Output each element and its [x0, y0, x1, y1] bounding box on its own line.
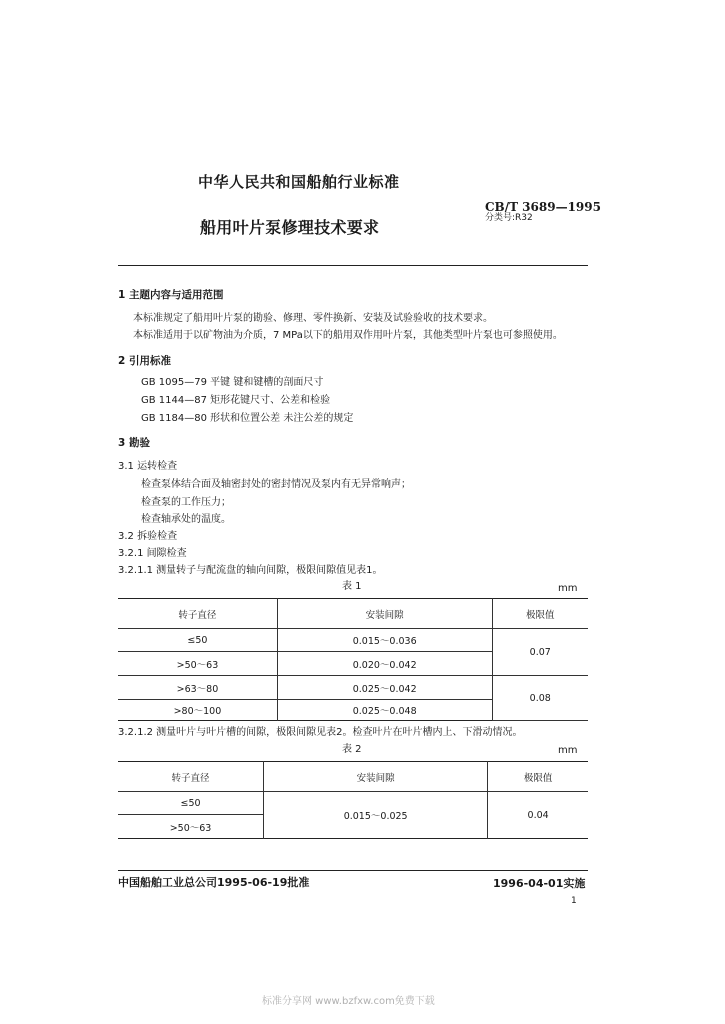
- document-title: 船用叶片泵修理技术要求: [200, 218, 380, 237]
- section-1-paragraph-1: 本标准规定了船用叶片泵的勘验、修理、零件换新、安装及试验验收的技术要求。: [133, 313, 493, 324]
- check-item: 检查泵的工作压力；: [141, 497, 231, 508]
- section-1-paragraph-2: 本标准适用于以矿物油为介质，7 MPa以下的船用双作用叶片泵，其他类型叶片泵也可参照使用。: [133, 330, 563, 341]
- table-cell-clearance: 0.015～0.036: [277, 629, 492, 652]
- table-cell-clearance: 0.025～0.042: [277, 676, 492, 700]
- section-3-2-1-1-text: 3.2.1.1 测量转子与配流盘的轴向间隙，极限间隙值见表1。: [118, 565, 383, 576]
- header-divider: [118, 265, 588, 266]
- table-header: 安装间隙: [277, 599, 492, 629]
- table-cell-limit: 0.08: [492, 676, 588, 721]
- table-header: 安装间隙: [264, 762, 488, 792]
- table-2-unit: mm: [558, 745, 578, 756]
- table-1-unit: mm: [558, 583, 578, 594]
- table-cell-diameter: >63～80: [118, 676, 277, 700]
- reference-item: GB 1095—79 平键 键和键槽的剖面尺寸: [141, 377, 324, 388]
- table-cell-clearance: 0.015～0.025: [264, 792, 488, 839]
- page-number: 1: [571, 896, 577, 906]
- table-cell-diameter: ≤50: [118, 629, 277, 652]
- table-cell-diameter: >50～63: [118, 652, 277, 676]
- table-1-caption: 表 1: [342, 581, 362, 592]
- table-1: [118, 598, 588, 721]
- table-2-caption: 表 2: [342, 744, 362, 755]
- classification-number: 分类号:R32: [485, 213, 533, 223]
- table-cell-diameter: ≤50: [118, 792, 264, 815]
- section-3-heading: 3 勘验: [118, 437, 150, 449]
- check-item: 检查轴承处的温度。: [141, 514, 231, 525]
- standard-org-title: 中华人民共和国船舶行业标准: [198, 173, 400, 191]
- section-3-2-1-heading: 3.2.1 间隙检查: [118, 548, 187, 559]
- section-3-2-heading: 3.2 拆验检查: [118, 531, 178, 542]
- watermark-text: 标准分享网 www.bzfxw.com免费下载: [262, 996, 435, 1007]
- check-item: 检查泵体结合面及轴密封处的密封情况及泵内有无异常响声；: [141, 479, 411, 490]
- section-1-heading: 1 主题内容与适用范围: [118, 289, 224, 301]
- section-2-heading: 2 引用标准: [118, 355, 171, 367]
- table-cell-clearance: 0.020～0.042: [277, 652, 492, 676]
- table-header: 转子直径: [118, 762, 264, 792]
- footer-divider: [118, 870, 588, 871]
- table-cell-limit: 0.07: [492, 629, 588, 676]
- section-3-2-1-2-text: 3.2.1.2 测量叶片与叶片槽的间隙，极限间隙见表2。检查叶片在叶片槽内上、下滑动情况。: [118, 727, 523, 738]
- table-cell-diameter: >50～63: [169, 822, 212, 834]
- table-header: 极限值: [488, 762, 588, 792]
- reference-item: GB 1144—87 矩形花键尺寸、公差和检验: [141, 395, 331, 406]
- approval-date: 中国船舶工业总公司1995-06-19批准: [118, 876, 310, 889]
- table-header: 极限值: [492, 599, 588, 629]
- section-3-1-heading: 3.1 运转检查: [118, 461, 178, 472]
- table-cell-clearance: 0.025～0.048: [277, 700, 492, 721]
- table-2: [118, 761, 588, 839]
- table-header: 转子直径: [118, 599, 277, 629]
- table-cell-diameter: >80～100: [173, 706, 222, 717]
- table-cell-limit: 0.04: [488, 792, 588, 839]
- reference-item: GB 1184—80 形状和位置公差 未注公差的规定: [141, 413, 354, 424]
- effective-date: 1996-04-01实施: [493, 877, 586, 890]
- standard-code: CB/T 3689—1995: [485, 200, 601, 214]
